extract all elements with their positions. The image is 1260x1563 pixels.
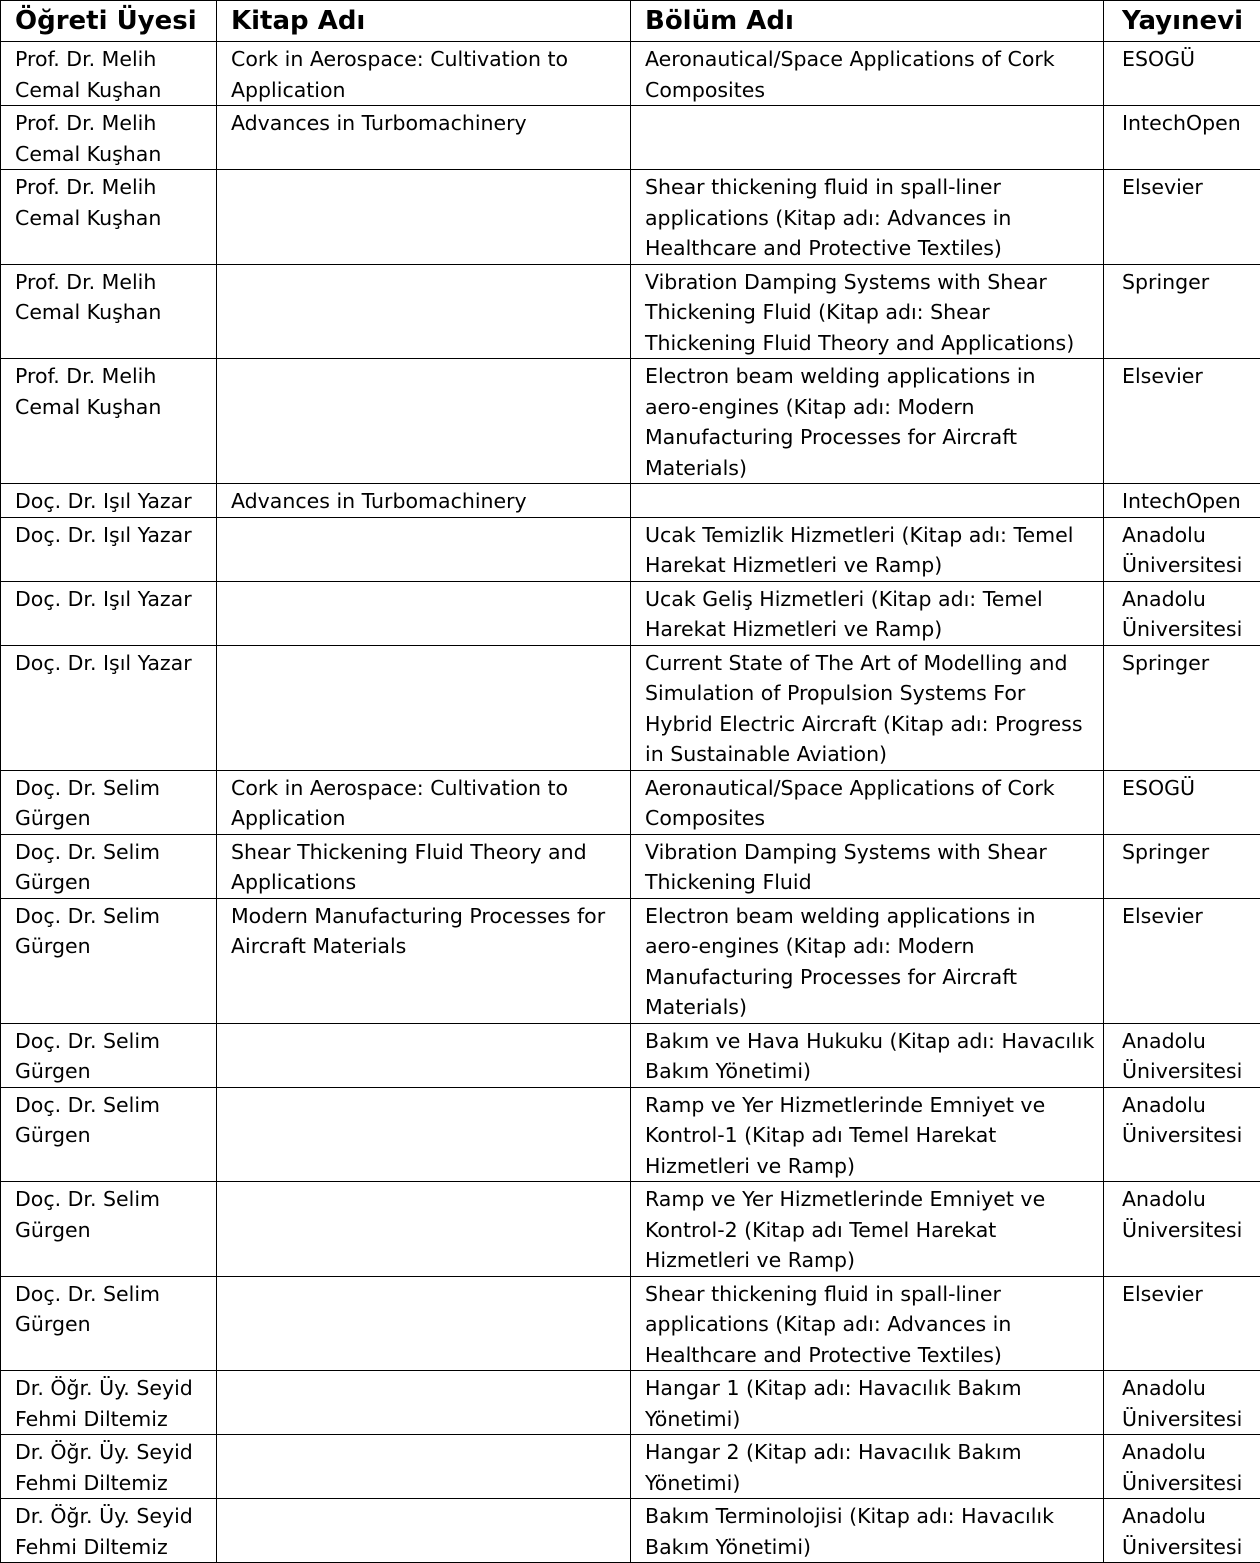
cell-publisher: Elsevier <box>1104 359 1260 484</box>
table-row <box>1 264 1260 359</box>
table-row <box>1 645 1260 770</box>
table-row <box>1 359 1260 484</box>
cell-chapter-title: Ucak Geliş Hizmetleri (Kitap adı: Temel Harekat Hizmetleri ve Ramp) <box>631 581 1104 645</box>
cell-chapter-title: Aeronautical/Space Applications of Cork Composites <box>631 42 1104 106</box>
cell-publisher: Anadolu Üniversitesi <box>1104 1087 1260 1182</box>
cell-chapter-title: Hangar 2 (Kitap adı: Havacılık Bakım Yönetimi) <box>631 1435 1104 1499</box>
cell-chapter-title: Bakım Terminolojisi (Kitap adı: Havacılık Bakım Yönetimi) <box>631 1499 1104 1563</box>
cell-chapter-title: Vibration Damping Systems with Shear Thickening Fluid <box>631 834 1104 898</box>
table-row <box>1 898 1260 1023</box>
cell-book-title: Advances in Turbomachinery <box>217 106 631 170</box>
table-row <box>1 1499 1260 1563</box>
table-body <box>1 42 1260 1563</box>
cell-publisher: Springer <box>1104 834 1260 898</box>
cell-book-title <box>217 1023 631 1087</box>
cell-faculty-member: Doç. Dr. Selim Gürgen <box>1 1276 217 1371</box>
cell-publisher: Elsevier <box>1104 170 1260 265</box>
table-row <box>1 1182 1260 1277</box>
cell-publisher: Springer <box>1104 645 1260 770</box>
cell-faculty-member: Doç. Dr. Selim Gürgen <box>1 834 217 898</box>
table-row <box>1 834 1260 898</box>
header-publisher: Yayınevi <box>1104 1 1260 42</box>
table-header <box>1 1 1260 42</box>
cell-publisher: Anadolu Üniversitesi <box>1104 1182 1260 1277</box>
cell-book-title <box>217 581 631 645</box>
table-row <box>1 1435 1260 1499</box>
cell-publisher: IntechOpen <box>1104 106 1260 170</box>
cell-book-title: Modern Manufacturing Processes for Aircraft Materials <box>217 898 631 1023</box>
cell-chapter-title <box>631 106 1104 170</box>
table-row <box>1 170 1260 265</box>
cell-chapter-title: Electron beam welding applications in aero-engines (Kitap adı: Modern Manufacturing Processes for Aircraft Materials) <box>631 359 1104 484</box>
cell-faculty-member: Prof. Dr. Melih Cemal Kuşhan <box>1 170 217 265</box>
cell-publisher: Anadolu Üniversitesi <box>1104 1435 1260 1499</box>
cell-faculty-member: Prof. Dr. Melih Cemal Kuşhan <box>1 42 217 106</box>
table-row <box>1 581 1260 645</box>
cell-publisher: Anadolu Üniversitesi <box>1104 517 1260 581</box>
cell-chapter-title: Vibration Damping Systems with Shear Thickening Fluid (Kitap adı: Shear Thickening Fluid Theory and Applications) <box>631 264 1104 359</box>
cell-publisher: ESOGÜ <box>1104 42 1260 106</box>
cell-book-title <box>217 517 631 581</box>
cell-faculty-member: Dr. Öğr. Üy. Seyid Fehmi Diltemiz <box>1 1371 217 1435</box>
table-row <box>1 1023 1260 1087</box>
cell-faculty-member: Doç. Dr. Selim Gürgen <box>1 1023 217 1087</box>
cell-book-title <box>217 1276 631 1371</box>
cell-book-title <box>217 1182 631 1277</box>
cell-faculty-member: Doç. Dr. Selim Gürgen <box>1 1087 217 1182</box>
header-chapter-title: Bölüm Adı <box>631 1 1104 42</box>
table-row <box>1 770 1260 834</box>
cell-book-title <box>217 1499 631 1563</box>
cell-faculty-member: Prof. Dr. Melih Cemal Kuşhan <box>1 264 217 359</box>
cell-publisher: Elsevier <box>1104 898 1260 1023</box>
cell-chapter-title: Current State of The Art of Modelling and Simulation of Propulsion Systems For Hybrid Electric Aircraft (Kitap adı: Progress in Sustainable Aviation) <box>631 645 1104 770</box>
cell-chapter-title: Ramp ve Yer Hizmetlerinde Emniyet ve Kontrol-2 (Kitap adı Temel Harekat Hizmetleri ve Ramp) <box>631 1182 1104 1277</box>
cell-publisher: Anadolu Üniversitesi <box>1104 1499 1260 1563</box>
table-row <box>1 484 1260 518</box>
header-book-title: Kitap Adı <box>217 1 631 42</box>
table-row <box>1 1276 1260 1371</box>
cell-faculty-member: Prof. Dr. Melih Cemal Kuşhan <box>1 106 217 170</box>
cell-chapter-title: Electron beam welding applications in aero-engines (Kitap adı: Modern Manufacturing Processes for Aircraft Materials) <box>631 898 1104 1023</box>
header-row <box>1 1 1260 42</box>
cell-publisher: ESOGÜ <box>1104 770 1260 834</box>
cell-faculty-member: Doç. Dr. Işıl Yazar <box>1 517 217 581</box>
cell-publisher: Anadolu Üniversitesi <box>1104 1023 1260 1087</box>
table-row <box>1 106 1260 170</box>
cell-chapter-title: Hangar 1 (Kitap adı: Havacılık Bakım Yönetimi) <box>631 1371 1104 1435</box>
cell-publisher: Springer <box>1104 264 1260 359</box>
cell-faculty-member: Doç. Dr. Işıl Yazar <box>1 581 217 645</box>
cell-book-title <box>217 1087 631 1182</box>
cell-chapter-title: Bakım ve Hava Hukuku (Kitap adı: Havacılık Bakım Yönetimi) <box>631 1023 1104 1087</box>
cell-chapter-title: Aeronautical/Space Applications of Cork Composites <box>631 770 1104 834</box>
cell-book-title <box>217 1435 631 1499</box>
cell-chapter-title <box>631 484 1104 518</box>
table-row <box>1 1371 1260 1435</box>
cell-faculty-member: Doç. Dr. Selim Gürgen <box>1 1182 217 1277</box>
cell-faculty-member: Doç. Dr. Işıl Yazar <box>1 484 217 518</box>
cell-book-title <box>217 1371 631 1435</box>
table-row <box>1 42 1260 106</box>
cell-publisher: Anadolu Üniversitesi <box>1104 1371 1260 1435</box>
cell-faculty-member: Prof. Dr. Melih Cemal Kuşhan <box>1 359 217 484</box>
table-row <box>1 1087 1260 1182</box>
cell-faculty-member: Dr. Öğr. Üy. Seyid Fehmi Diltemiz <box>1 1499 217 1563</box>
cell-chapter-title: Ramp ve Yer Hizmetlerinde Emniyet ve Kontrol-1 (Kitap adı Temel Harekat Hizmetleri ve Ramp) <box>631 1087 1104 1182</box>
header-faculty-member: Öğreti Üyesi <box>1 1 217 42</box>
cell-book-title <box>217 264 631 359</box>
table-row <box>1 517 1260 581</box>
cell-book-title: Advances in Turbomachinery <box>217 484 631 518</box>
cell-publisher: Anadolu Üniversitesi <box>1104 581 1260 645</box>
cell-book-title: Cork in Aerospace: Cultivation to Application <box>217 770 631 834</box>
cell-chapter-title: Ucak Temizlik Hizmetleri (Kitap adı: Temel Harekat Hizmetleri ve Ramp) <box>631 517 1104 581</box>
cell-publisher: IntechOpen <box>1104 484 1260 518</box>
cell-book-title: Shear Thickening Fluid Theory and Applications <box>217 834 631 898</box>
cell-book-title <box>217 645 631 770</box>
cell-book-title <box>217 359 631 484</box>
cell-chapter-title: Shear thickening fluid in spall-liner applications (Kitap adı: Advances in Healthcare and Protective Textiles) <box>631 170 1104 265</box>
cell-faculty-member: Doç. Dr. Selim Gürgen <box>1 770 217 834</box>
cell-book-title <box>217 170 631 265</box>
cell-faculty-member: Doç. Dr. Selim Gürgen <box>1 898 217 1023</box>
cell-chapter-title: Shear thickening fluid in spall-liner applications (Kitap adı: Advances in Healthcare and Protective Textiles) <box>631 1276 1104 1371</box>
cell-faculty-member: Doç. Dr. Işıl Yazar <box>1 645 217 770</box>
cell-publisher: Elsevier <box>1104 1276 1260 1371</box>
cell-faculty-member: Dr. Öğr. Üy. Seyid Fehmi Diltemiz <box>1 1435 217 1499</box>
cell-book-title: Cork in Aerospace: Cultivation to Application <box>217 42 631 106</box>
